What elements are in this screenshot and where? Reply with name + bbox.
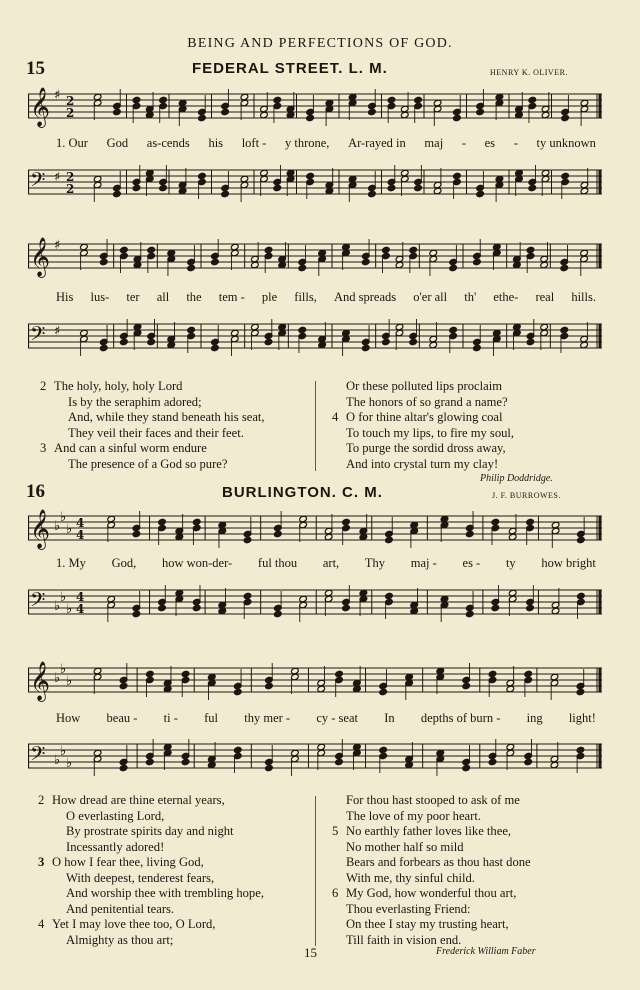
svg-text:♭: ♭ (66, 674, 73, 689)
verse-line: They veil their faces and their feet. (68, 425, 244, 440)
verse-line: 5 No earthly father loves like thee, (332, 824, 512, 838)
page-number: 15 (304, 945, 317, 960)
hymn-15-treble-staff-1 (28, 82, 602, 132)
svg-text:♭: ♭ (60, 744, 67, 759)
svg-text:4: 4 (76, 516, 85, 530)
verse-line: Is by the seraphim adored; (68, 394, 202, 409)
hymn-16-treble-staff-2 (28, 656, 602, 706)
verse-line: Bears and forbears as thou hast done (346, 855, 531, 869)
svg-text:2: 2 (66, 94, 75, 108)
svg-text:𝄞: 𝄞 (30, 237, 51, 277)
hymn-15-lyrics-line-2: His lus- ter all the tem - ple fills, And spreads o'er all th' ethe- real hills. (56, 290, 596, 304)
verse-line: With deepest, tenderest fears, (66, 870, 215, 885)
hymn-15-bass-staff-2 (28, 312, 602, 368)
svg-text:♭: ♭ (66, 602, 73, 617)
hymn-15-verses-right (332, 379, 514, 472)
svg-text:♭: ♭ (54, 753, 61, 768)
svg-text:2: 2 (66, 106, 75, 120)
verse-line: And penitential tears. (66, 901, 175, 916)
svg-text:♭: ♭ (60, 662, 67, 677)
hymn-16-bass-staff-1 (28, 578, 602, 634)
hymn-15-treble-staff-2 (28, 232, 602, 282)
verse-line: To touch my lips, to fire my soul, (346, 425, 515, 440)
hymn-15-author: Philip Doddridge. (480, 473, 553, 484)
svg-text:♭: ♭ (60, 590, 67, 605)
verse-divider (315, 796, 316, 946)
verse-line: And into crystal turn my clay! (346, 456, 499, 471)
verse-line: Thou everlasting Friend: (346, 901, 471, 916)
hymn-15-composer: HENRY K. OLIVER. (490, 68, 568, 77)
verse-line: 4 O for thine altar's glowing coal (332, 410, 503, 424)
svg-text:♭: ♭ (54, 519, 61, 534)
page-header: BEING AND PERFECTIONS OF GOD. (187, 36, 453, 51)
svg-text:♭: ♭ (66, 522, 73, 537)
svg-text:♯: ♯ (54, 170, 61, 185)
verse-line: The presence of a God so pure? (68, 456, 228, 471)
svg-text:𝄢: 𝄢 (30, 742, 46, 770)
verse-line: The love of my poor heart. (346, 808, 481, 823)
svg-text:♭: ♭ (60, 510, 67, 525)
hymn-16-verses-left (38, 793, 264, 948)
verse-line: No mother half so mild (346, 839, 464, 854)
verse-line: Almighty as thou art; (66, 932, 174, 947)
svg-text:♯: ♯ (54, 88, 61, 103)
hymn-16-composer: J. F. BURROWES. (492, 491, 561, 500)
svg-text:♭: ♭ (54, 671, 61, 686)
svg-text:𝄢: 𝄢 (30, 322, 46, 350)
svg-text:𝄞: 𝄞 (30, 661, 51, 701)
verse-line: The honors of so grand a name? (346, 394, 508, 409)
verse-line: 3 O how I fear thee, living God, (38, 855, 204, 869)
hymn-16-number: 16 (26, 481, 45, 502)
verse-line: 2 The holy, holy, holy Lord (40, 379, 183, 393)
svg-text:𝄞: 𝄞 (30, 509, 51, 549)
svg-text:♭: ♭ (66, 756, 73, 771)
hymn-15-bass-staff-1 (28, 158, 602, 214)
verse-line: 6 My God, how wonderful thou art, (332, 886, 517, 900)
hymn-15-tune-title: FEDERAL STREET. L. M. (192, 60, 388, 77)
verse-line: O everlasting Lord, (66, 808, 165, 823)
hymn-15-number: 15 (26, 58, 45, 79)
verse-line: Or these polluted lips proclaim (346, 379, 502, 393)
verse-line: 3 And can a sinful worm endure (40, 441, 207, 455)
verse-line: On thee I stay my trusting heart, (346, 917, 509, 931)
verse-line: And worship thee with trembling hope, (66, 886, 264, 900)
svg-text:4: 4 (76, 590, 85, 604)
svg-text:♭: ♭ (54, 599, 61, 614)
hymn-16-tune-title: BURLINGTON. C. M. (222, 484, 383, 501)
verse-line: To purge the sordid dross away, (346, 441, 506, 455)
svg-text:♯: ♯ (54, 324, 61, 339)
hymn-16-lyrics-line-2: How beau - ti - ful thy mer - cy - seat In depths of burn - ing light! (56, 711, 596, 725)
verse-line: Incessantly adored! (66, 839, 165, 854)
svg-text:2: 2 (66, 182, 75, 196)
verse-line: And, while they stand beneath his seat, (68, 410, 265, 424)
verse-line: For thou hast stooped to ask of me (346, 793, 520, 807)
svg-text:𝄢: 𝄢 (30, 588, 46, 616)
hymn-15-verses-left (40, 379, 265, 472)
hymn-15-lyrics-line-1: 1. Our God as-cends his loft - y throne, Ar-rayed in maj - es - ty unknown (56, 136, 596, 150)
verse-line: 2 How dread are thine eternal years, (38, 793, 225, 807)
hymn-16-treble-staff-1 (28, 504, 602, 554)
verse-line: Till faith in vision end. (346, 932, 462, 947)
verse-divider (315, 381, 316, 471)
hymn-16-bass-staff-2 (28, 732, 602, 788)
svg-text:𝄞: 𝄞 (30, 87, 51, 127)
svg-text:♯: ♯ (54, 238, 61, 253)
verse-line: With me, thy sinful child. (346, 870, 475, 885)
hymn-16-lyrics-line-1: 1. My God, how won-der- ful thou art, Thy maj - es - ty how bright (56, 556, 596, 570)
verse-line: By prostrate spirits day and night (66, 824, 234, 838)
svg-text:4: 4 (76, 602, 85, 616)
svg-text:2: 2 (66, 170, 75, 184)
hymn-16-verses-right (332, 793, 531, 948)
svg-text:𝄢: 𝄢 (30, 168, 46, 196)
hymn-16-author: Frederick William Faber (436, 946, 536, 957)
svg-text:4: 4 (76, 528, 85, 542)
verse-line: 4 Yet I may love thee too, O Lord, (38, 917, 216, 931)
